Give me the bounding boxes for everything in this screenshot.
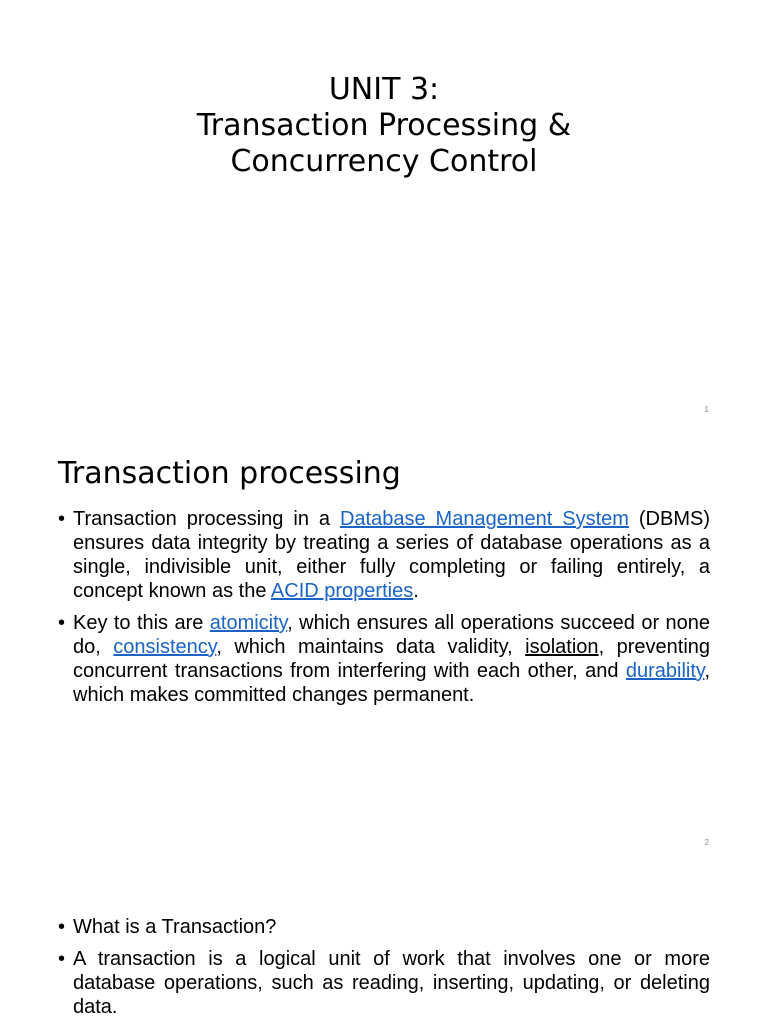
acid-properties-link[interactable]: ACID properties bbox=[270, 580, 414, 602]
bullet-list bbox=[58, 915, 710, 1027]
bullet-text: , which makes committed changes permanent. bbox=[73, 660, 710, 706]
bullet-text: Key to this are bbox=[73, 612, 210, 634]
title-line: UNIT 3: bbox=[328, 72, 440, 107]
page-number: 1 bbox=[704, 405, 709, 414]
slide-3 bbox=[0, 865, 768, 1024]
bullet-item bbox=[58, 915, 710, 939]
slide-2 bbox=[0, 432, 768, 865]
bullet-dot: • bbox=[58, 612, 66, 634]
durability-link[interactable]: durability bbox=[625, 660, 705, 682]
bullet-dot: • bbox=[58, 916, 66, 938]
title-line: Concurrency Control bbox=[230, 144, 538, 179]
bullet-text: A transaction is a logical unit of work that involves one or more database operations, such as reading, inserting, updating, or deleting data. bbox=[73, 948, 710, 1018]
bullet-item bbox=[58, 947, 710, 1019]
bullet-text: . bbox=[413, 580, 419, 602]
bullet-item bbox=[58, 611, 710, 707]
bullet-list bbox=[58, 507, 710, 715]
title-line: Transaction Processing & bbox=[196, 108, 572, 143]
consistency-link[interactable]: consistency bbox=[113, 636, 217, 658]
dbms-link[interactable]: Database Management System bbox=[339, 508, 629, 530]
bullet-dot: • bbox=[58, 948, 66, 970]
bullet-text: (DBMS) ensures data integrity by treating a series of database operations as a single, indivisible unit, either fully completing or failing entirely, a concept known as the bbox=[73, 508, 710, 602]
slide-1 bbox=[0, 0, 768, 432]
bullet-text: , which maintains data validity, bbox=[216, 636, 526, 658]
bullet-text: What is a Transaction? bbox=[73, 916, 277, 938]
bullet-dot: • bbox=[58, 508, 66, 530]
page-number: 2 bbox=[704, 838, 709, 847]
bullet-item bbox=[58, 507, 710, 603]
bullet-text: , preventing concurrent transactions from interfering with each other, and bbox=[73, 636, 711, 682]
slide-title bbox=[0, 72, 768, 180]
bullet-text: , which ensures all operations succeed or none do, bbox=[73, 612, 710, 658]
isolation-underlined: isolation bbox=[525, 636, 599, 658]
atomicity-link[interactable]: atomicity bbox=[209, 612, 288, 634]
bullet-text: Transaction processing in a bbox=[73, 508, 340, 530]
slide-heading: Transaction processing bbox=[58, 456, 401, 491]
